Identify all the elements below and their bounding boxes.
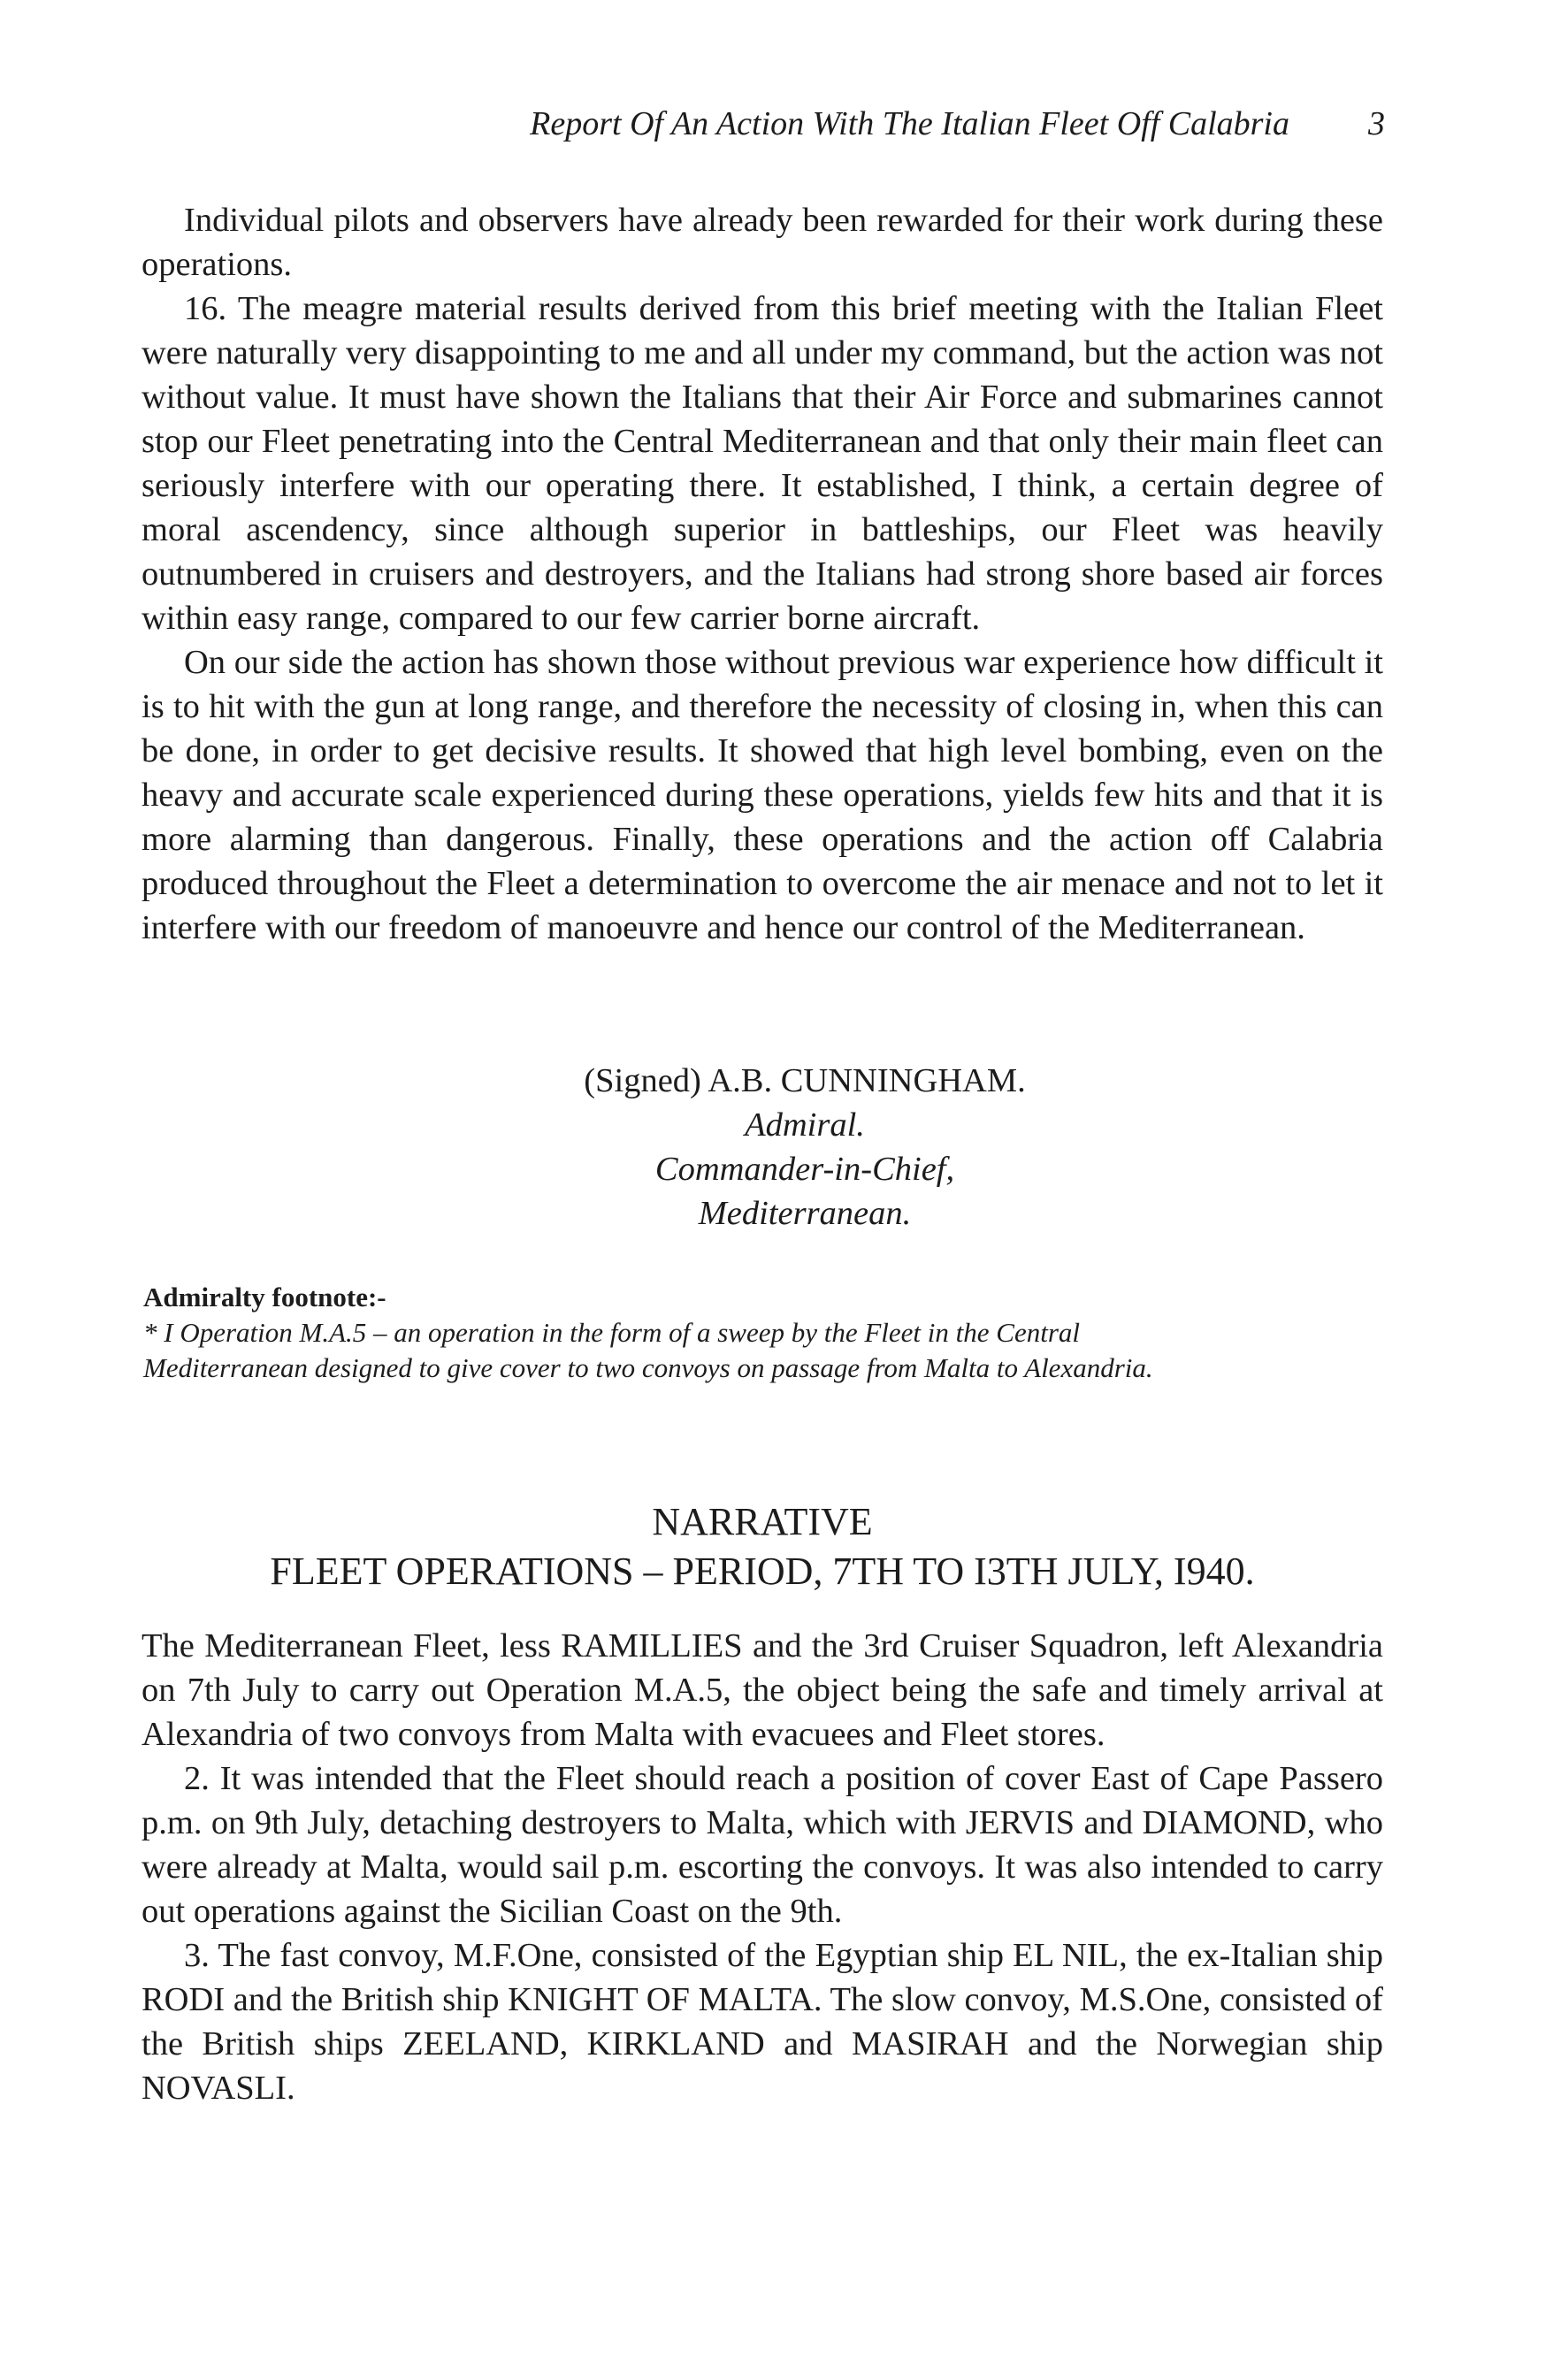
narrative-paragraph-3: 3. The fast convoy, M.F.One, consisted of the Egyptian ship EL NIL, the ex-Italian ship RODI and the British ship KNIGHT OF MALTA. The slow convoy, M.S.One, consisted of the British ships ZEELAND, KIRKLAND and MASIRAH and the Norwegian ship NOVASLI. bbox=[142, 1937, 1383, 2107]
footnote-heading: Admiralty footnote:- bbox=[143, 1282, 386, 1312]
narrative-title: NARRATIVE bbox=[652, 1500, 873, 1543]
page-number: 3 bbox=[1368, 105, 1385, 142]
paragraph-action-lessons: On our side the action has shown those without previous war experience how difficult it is to hit with the gun at long range, and therefore the necessity of closing in, when this can be done, in order to get decisive results. It showed that high level bombing, even on the heavy and accurate scale experienced during these operations, yields few hits and that it is more alarming than dangerous. Finally, these operations and the action off Calabria produced throughout the Fleet a determination to overcome the air menace and not to let it interfere with our freedom of manoeuvre and hence our control of the Mediterranean. bbox=[142, 644, 1383, 946]
signature-block bbox=[495, 1059, 1114, 1236]
narrative-heading bbox=[142, 1497, 1383, 1596]
narrative-subtitle: FLEET OPERATIONS – PERIOD, 7TH TO I3TH JULY, I940. bbox=[270, 1550, 1255, 1593]
narrative-paragraph-2: 2. It was intended that the Fleet should reach a position of cover East of Cape Passero p.m. on 9th July, detaching destroyers to Malta, which with JERVIS and DIAMOND, who were already at Malta, would sail p.m. escorting the convoys. It was also intended to carry out operations against the Sicilian Coast on the 9th. bbox=[142, 1760, 1383, 1930]
signature-title: Commander-in-Chief, bbox=[654, 1151, 955, 1188]
signature-station: Mediterranean. bbox=[698, 1195, 912, 1232]
report-conclusion-section bbox=[142, 198, 1383, 950]
admiralty-footnote bbox=[143, 1280, 1381, 1386]
narrative-paragraph-1: The Mediterranean Fleet, less RAMILLIES and the 3rd Cruiser Squadron, left Alexandria on 7th July to carry out Operation M.A.5, the object being the safe and timely arrival at Alexandria of two convoys from Malta with evacuees and Fleet stores. bbox=[142, 1627, 1383, 1753]
signed-line: (Signed) A.B. CUNNINGHAM. bbox=[584, 1062, 1026, 1099]
paragraph-pilots-rewarded: Individual pilots and observers have already been rewarded for their work during these operations. bbox=[142, 202, 1383, 283]
running-head bbox=[142, 104, 1385, 149]
running-title: Report Of An Action With The Italian Fleet Off Calabria bbox=[530, 105, 1289, 142]
signature-rank: Admiral. bbox=[745, 1106, 865, 1144]
paragraph-16-material-results: 16. The meagre material results derived from this brief meeting with the Italian Fleet were naturally very disappointing to me and all under my command, but the action was not without value. It must have shown the Italians that their Air Force and submarines cannot stop our Fleet penetrating into the Central Mediterranean and that only their main fleet can seriously interfere with our operating there. It established, I think, a certain degree of moral ascendency, since although superior in battleships, our Fleet was heavily outnumbered in cruisers and destroyers, and the Italians had strong shore based air forces within easy range, compared to our few carrier borne aircraft. bbox=[142, 290, 1383, 637]
narrative-section bbox=[142, 1624, 1383, 2110]
footnote-text: * I Operation M.A.5 – an operation in the form of a sweep by the Fleet in the Central Mediterranean designed to give cover to two convoys on passage from Malta to Alexandria. bbox=[143, 1317, 1153, 1383]
